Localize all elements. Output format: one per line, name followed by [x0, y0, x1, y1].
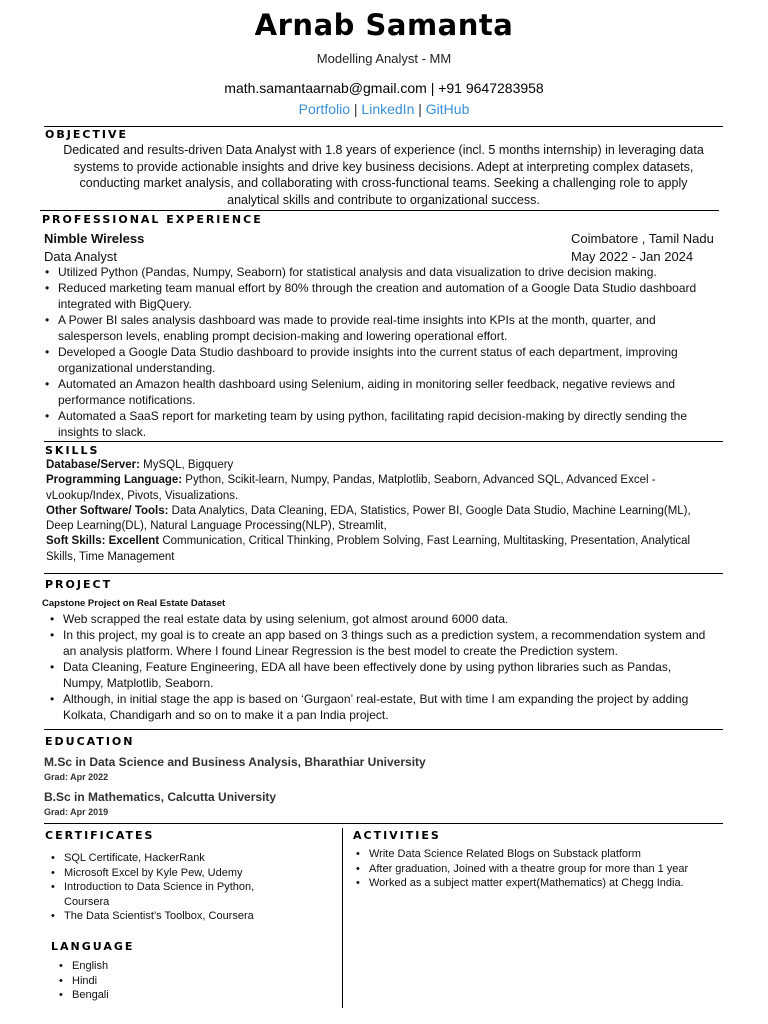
language-heading: LANGUAGE	[51, 940, 135, 953]
list-item: • Developed a Google Data Studio dashboard to provide insights into the current status of each department, improving organizational understanding.	[42, 344, 722, 376]
activities-heading: ACTIVITIES	[353, 829, 441, 842]
list-item: • Introduction to Data Science in Python, Coursera	[48, 880, 288, 909]
list-item: • Web scrapped the real estate data by using selenium, got almost around 6000 data.	[47, 611, 722, 627]
list-item: • Utilized Python (Pandas, Numpy, Seaborn) for statistical analysis and data visualization to drive decision making.	[42, 264, 722, 280]
grad-date: Grad: Apr 2019	[44, 807, 109, 817]
activities-list	[353, 847, 723, 891]
list-item: • A Power BI sales analysis dashboard was made to provide real-time insights into KPIs at the month, quarter, and salesperson levels, enabling prompt decision-making and lowering operational effort.	[42, 312, 722, 344]
list-item: • SQL Certificate, HackerRank	[48, 851, 288, 866]
project-heading: PROJECT	[45, 578, 113, 591]
divider	[44, 729, 723, 730]
skill-row: Database/Server: MySQL, Bigquery	[46, 459, 234, 471]
skills-list	[46, 458, 724, 565]
objective-line: conducting market analysis, and collaborating with cross-functional teams. Seeking a challenging role to apply	[79, 176, 688, 190]
column-divider	[342, 828, 343, 1008]
divider	[44, 823, 723, 824]
skills-heading: SKILLS	[45, 444, 100, 457]
job-title: Modelling Analyst - MM	[316, 51, 452, 66]
list-item: • Write Data Science Related Blogs on Substack platform	[353, 847, 723, 862]
grad-date: Grad: Apr 2022	[44, 772, 109, 782]
list-item: • Bengali	[56, 988, 256, 1003]
portfolio-link[interactable]: Portfolio	[298, 101, 354, 117]
skill-row: Other Software/ Tools: Data Analytics, Data Cleaning, EDA, Statistics, Power BI, Google Data Studio, Machine Learning(ML), Deep Learning(DL), Natural Language Processing(NLP), Streamlit,	[46, 504, 691, 533]
objective-line: Dedicated and results-driven Data Analyst with 1.8 years of experience (incl. 5 months internship) in leveraging data	[63, 143, 704, 157]
list-item: • Automated an Amazon health dashboard using Selenium, aiding in monitoring seller feedback, negative reviews and performance notifications.	[42, 376, 722, 408]
objective-heading: OBJECTIVE	[45, 128, 129, 141]
list-item: • After graduation, Joined with a theatre group for more than 1 year	[353, 862, 723, 877]
company-name: Nimble Wireless	[44, 231, 145, 246]
list-item: • In this project, my goal is to create an app based on 3 things such as a prediction system, a recommendation system and an analysis platform. Where I found Linear Regression is the best model to create the Prediction system.	[47, 627, 722, 659]
degree-title: M.Sc in Data Science and Business Analysis, Bharathiar University	[44, 755, 426, 769]
experience-heading: PROFESSIONAL EXPERIENCE	[42, 213, 263, 226]
divider	[44, 573, 723, 574]
profile-links: Portfolio | LinkedIn | GitHub	[298, 101, 470, 117]
experience-bullets	[42, 264, 722, 440]
job-role: Data Analyst	[44, 249, 117, 264]
list-item: • Reduced marketing team manual effort by 80% through the creation and automation of a Google Data Studio dashboard integrated with BigQuery.	[42, 280, 722, 312]
list-item: • English	[56, 959, 256, 974]
divider	[44, 126, 723, 127]
divider	[40, 210, 719, 211]
project-title: Capstone Project on Real Estate Dataset	[42, 598, 226, 609]
list-item: • Automated a SaaS report for marketing team by using python, facilitating rapid decision-making by directly sending the insights to slack.	[42, 408, 722, 440]
certificates-list	[48, 851, 288, 924]
divider	[44, 441, 723, 442]
skill-row: Programming Language: Python, Scikit-learn, Numpy, Pandas, Matplotlib, Seaborn, Advanced SQL, Advanced Excel - vLookup/Index, Pivots, Visualizations.	[46, 474, 656, 502]
project-bullets	[47, 611, 722, 723]
language-list	[56, 959, 256, 1003]
github-link[interactable]: GitHub	[425, 101, 470, 117]
list-item: • Microsoft Excel by Kyle Pew, Udemy	[48, 866, 288, 881]
objective-line: analytical skills and contribute to organizational success.	[227, 192, 540, 207]
job-location: Coimbatore , Tamil Nadu	[571, 231, 714, 246]
skill-row: Soft Skills: Excellent Communication, Critical Thinking, Problem Solving, Fast Learning, Multitasking, Presentation, Analytical Skills, Time Management	[46, 535, 691, 563]
job-dates: May 2022 - Jan 2024	[571, 249, 694, 264]
list-item: • Data Cleaning, Feature Engineering, EDA all have been effectively done by using python libraries such as Pandas, Numpy, Matplotlib, Seaborn.	[47, 659, 722, 691]
list-item: • The Data Scientist’s Toolbox, Coursera	[48, 909, 288, 924]
candidate-name: Arnab Samanta	[254, 8, 514, 42]
certificates-heading: CERTIFICATES	[45, 829, 155, 842]
list-item: • Worked as a subject matter expert(Mathematics) at Chegg India.	[353, 876, 723, 891]
list-item: • Hindi	[56, 974, 256, 989]
contact-line: math.samantaarnab@gmail.com | +91 9647283958	[224, 80, 544, 96]
education-heading: EDUCATION	[45, 735, 135, 748]
objective-line: systems to provide actionable insights and drive key business decisions. Adept at interpreting complex datasets,	[73, 159, 694, 174]
list-item: • Although, in initial stage the app is based on ‘Gurgaon’ real-estate, But with time I am expanding the project by adding Kolkata, Chandigarh and so on to make it a pan India project.	[47, 691, 722, 723]
objective-text	[44, 142, 723, 208]
linkedin-link[interactable]: LinkedIn	[361, 101, 415, 117]
degree-title: B.Sc in Mathematics, Calcutta University	[44, 790, 277, 804]
